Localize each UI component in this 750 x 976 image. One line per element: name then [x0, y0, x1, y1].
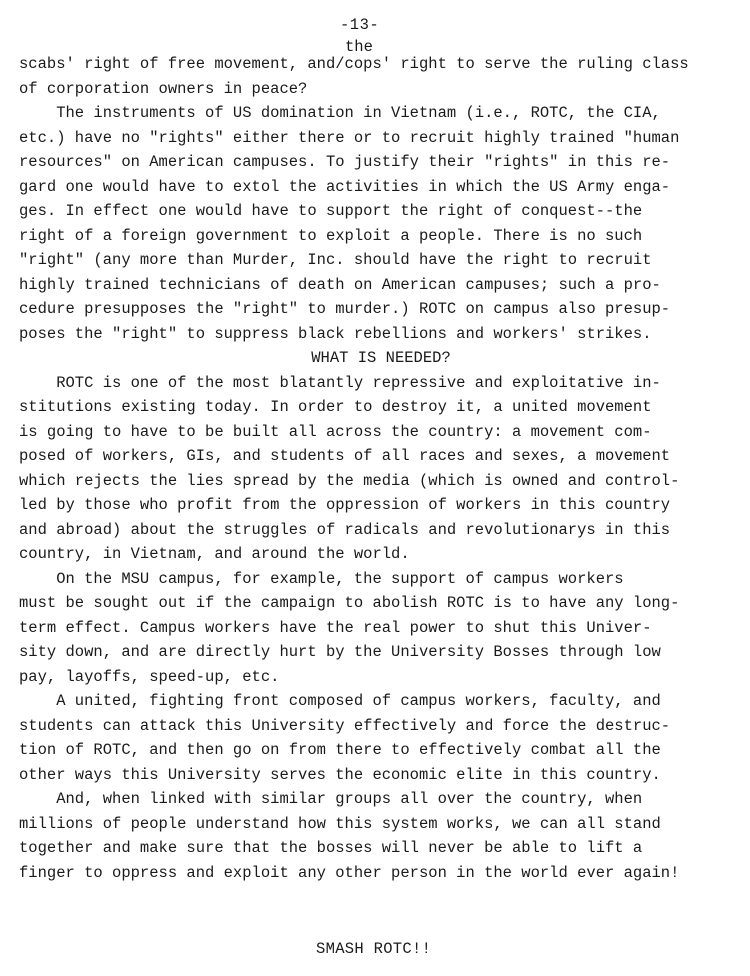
text-line: On the MSU campus, for example, the support of campus workers	[19, 569, 624, 588]
text-line: other ways this University serves the economic elite in this country.	[19, 765, 661, 784]
text-line: led by those who profit from the oppression of workers in this country	[19, 496, 671, 514]
text-line: and abroad) about the struggles of radicals and revolutionarys in this	[19, 520, 671, 539]
text-line: finger to oppress and exploit any other person in the world ever again!	[19, 863, 680, 882]
text-line: of corporation owners in peace?	[19, 79, 308, 98]
section-heading: WHAT IS NEEDED?	[311, 349, 451, 367]
text-line: scabs' right of free movement, and/cops' right to serve the ruling class	[19, 55, 689, 73]
text-line: term effect. Campus workers have the real power to shut this Univer-	[19, 618, 652, 637]
text-line: ROTC is one of the most blatantly repressive and exploitative in-	[19, 373, 661, 392]
text-line: tion of ROTC, and then go on from there to effectively combat all the	[19, 741, 661, 759]
text-line: A united, fighting front composed of campus workers, faculty, and	[19, 692, 661, 710]
text-line: right of a foreign government to exploit a people. There is no such	[19, 226, 643, 245]
text-line: must be sought out if the campaign to abolish ROTC is to have any long-	[19, 594, 680, 612]
text-line: pay, layoffs, speed-up, etc.	[19, 667, 280, 686]
body-text	[19, 52, 735, 885]
text-line: is going to have to be built all across the country: a movement com-	[19, 422, 652, 441]
text-line: gard one would have to extol the activities in which the US Army enga-	[19, 177, 671, 196]
handwritten-insertion: the	[345, 38, 373, 56]
text-line: which rejects the lies spread by the media (which is owned and control-	[19, 471, 680, 490]
text-line: poses the "right" to suppress black rebellions and workers' strikes.	[19, 324, 652, 343]
text-line: stitutions existing today. In order to destroy it, a united movement	[19, 398, 652, 416]
text-line: highly trained technicians of death on American campuses; such a pro-	[19, 275, 661, 294]
text-line: posed of workers, GIs, and students of all races and sexes, a movement	[19, 447, 671, 465]
text-line: country, in Vietnam, and around the world.	[19, 545, 410, 563]
text-line: students can attack this University effectively and force the destruc-	[19, 716, 671, 735]
text-line: cedure presupposes the "right" to murder.) ROTC on campus also presup-	[19, 300, 671, 318]
text-line: together and make sure that the bosses will never be able to lift a	[19, 839, 643, 857]
text-line: resources" on American campuses. To justify their "rights" in this re-	[19, 153, 671, 171]
text-line: ges. In effect one would have to support the right of conquest--the	[19, 202, 643, 220]
text-line: And, when linked with similar groups all over the country, when	[19, 790, 643, 808]
closing-slogan: SMASH ROTC!!	[316, 940, 432, 958]
text-line: millions of people understand how this system works, we can all stand	[19, 814, 661, 833]
page-number: -13-	[340, 16, 380, 34]
text-line: sity down, and are directly hurt by the University Bosses through low	[19, 643, 661, 661]
text-line: etc.) have no "rights" either there or to recruit highly trained "human	[19, 128, 680, 147]
text-line: The instruments of US domination in Vietnam (i.e., ROTC, the CIA,	[19, 104, 661, 122]
text-line: "right" (any more than Murder, Inc. should have the right to recruit	[19, 251, 652, 269]
